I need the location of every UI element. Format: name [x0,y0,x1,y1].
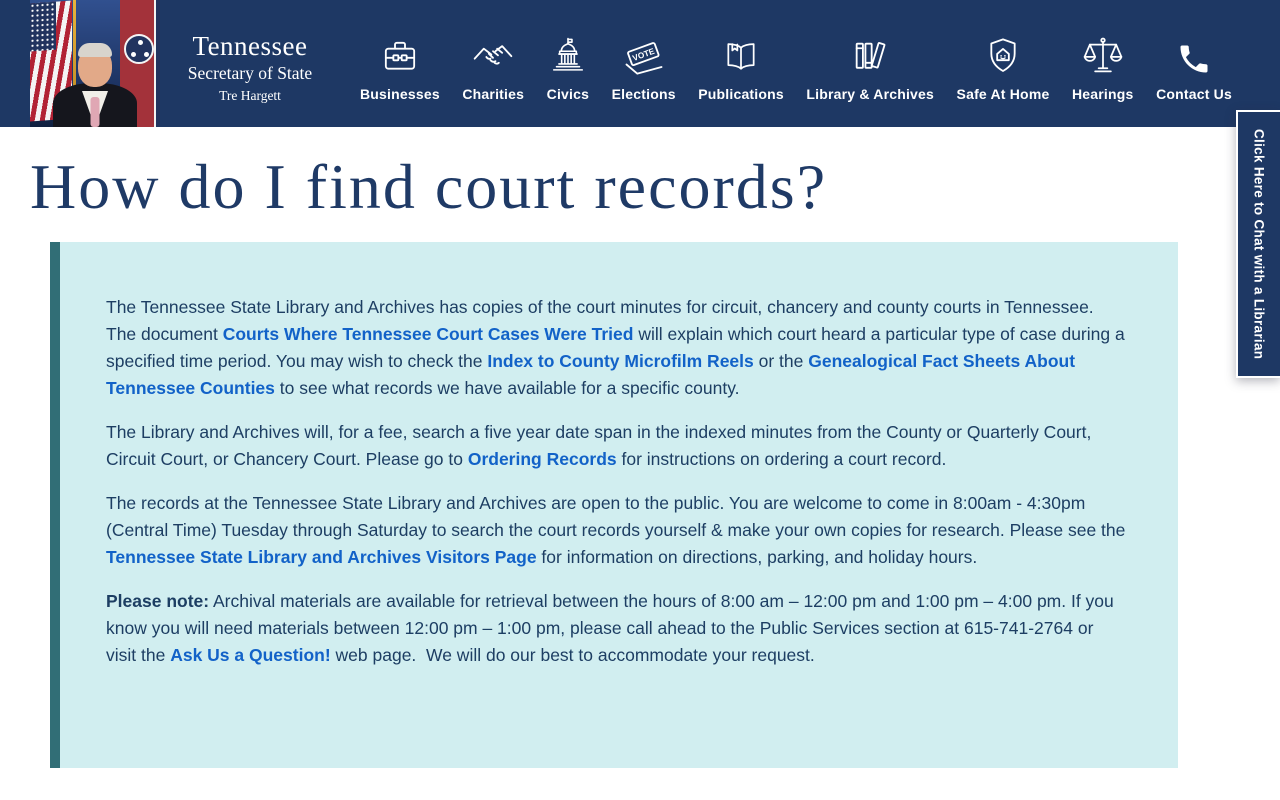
svg-text:VOTE: VOTE [630,45,656,63]
page-title: How do I find court records? [30,151,828,222]
shield-home-icon [983,37,1023,77]
nav-item-contact-us[interactable] [1156,37,1232,102]
body-text: Archival materials are available for retrieval between the hours of 8:00 am – 12:00 pm and 1:00 pm – 4:00 pm. If you know you will need materials between 12:00 pm – 1:00 pm, please call ahead to the Public Services section at 615-741-2764 or visit the [106,591,1114,665]
capitol-icon [549,37,587,77]
nav-label: Safe At Home [956,86,1050,102]
nav-label: Civics [546,86,590,102]
inline-link[interactable]: Index to County Microfilm Reels [487,351,754,371]
phone-icon [1176,37,1212,77]
inline-link[interactable]: Genealogical Fact Sheets About Tennessee Counties [106,351,1076,398]
nav-label: Hearings [1072,86,1134,102]
article-body [106,294,1126,669]
body-text: will explain which court heard a particular type of case during a specified time period. You may wish to check the [106,324,1125,371]
nav-item-hearings[interactable] [1072,37,1134,102]
bold-text: Please note: [106,591,210,611]
body-text: to see what records we have available for a specific county. [274,378,740,398]
body-text: or the [753,351,809,371]
body-text: The Tennessee State Library and Archives has copies of the court minutes for circuit, chancery and county courts in Tennessee. The document [106,297,1094,344]
chat-with-librarian-tab[interactable] [1236,110,1280,378]
vote-ballot-icon [622,37,666,77]
paragraph [106,294,1126,402]
scales-icon [1082,37,1124,77]
inline-link[interactable]: Ordering Records [467,449,617,469]
body-text: The records at the Tennessee State Library and Archives are open to the public. You are welcome to come in 8:00am - 4:30pm (Central Time) Tuesday through Saturday to search the court records yourself & make your own copies for research. Please see the [106,493,1126,540]
nav-label: Publications [698,86,784,102]
content-box [60,242,1178,768]
nav-label: Library & Archives [806,86,934,102]
handshake-icon [472,37,514,77]
nav-label: Contact Us [1156,86,1232,102]
body-text: for information on directions, parking, and holiday hours. [536,547,978,567]
nav-item-library-archives[interactable] [806,37,934,102]
nav-item-charities[interactable] [462,37,524,102]
primary-nav [360,0,1232,127]
nav-label: Businesses [360,86,440,102]
brand-person-name: Tre Hargett [219,88,281,103]
nav-item-publications[interactable] [698,37,784,102]
secretary-portrait [52,35,138,127]
body-text: The Library and Archives will, for a fee, search a five year date span in the indexed minutes from the County or Quarterly Court, Circuit Court, or Chancery Court. Please go to [106,422,1092,469]
inline-link[interactable]: Courts Where Tennessee Court Cases Were Tried [222,324,634,344]
paragraph [106,588,1126,669]
paragraph [106,419,1126,473]
paragraph [106,490,1126,571]
secretary-photo [30,0,160,127]
nav-item-businesses[interactable] [360,37,440,102]
content-accent-bar [50,242,60,768]
books-icon [849,37,891,77]
chat-tab-label: Click Here to Chat with a Librarian [1251,128,1267,360]
nav-item-elections[interactable] [612,37,676,102]
brand-title: Tennessee [192,31,308,61]
nav-label: Elections [611,86,676,102]
nav-item-safe-at-home[interactable] [957,37,1050,102]
inline-link[interactable]: Tennessee State Library and Archives Visitors Page [106,547,537,567]
brand-subtitle: Secretary of State [187,63,313,83]
open-book-icon [720,37,762,77]
briefcase-icon [380,37,420,77]
body-text: web page. We will do our best to accommodate your request. [330,645,815,665]
nav-item-civics[interactable] [547,37,589,102]
body-text: for instructions on ordering a court record. [616,449,947,469]
inline-link[interactable]: Ask Us a Question! [170,645,331,665]
nav-label: Charities [462,86,525,102]
site-header [0,0,1280,127]
site-logo[interactable] [177,31,323,104]
